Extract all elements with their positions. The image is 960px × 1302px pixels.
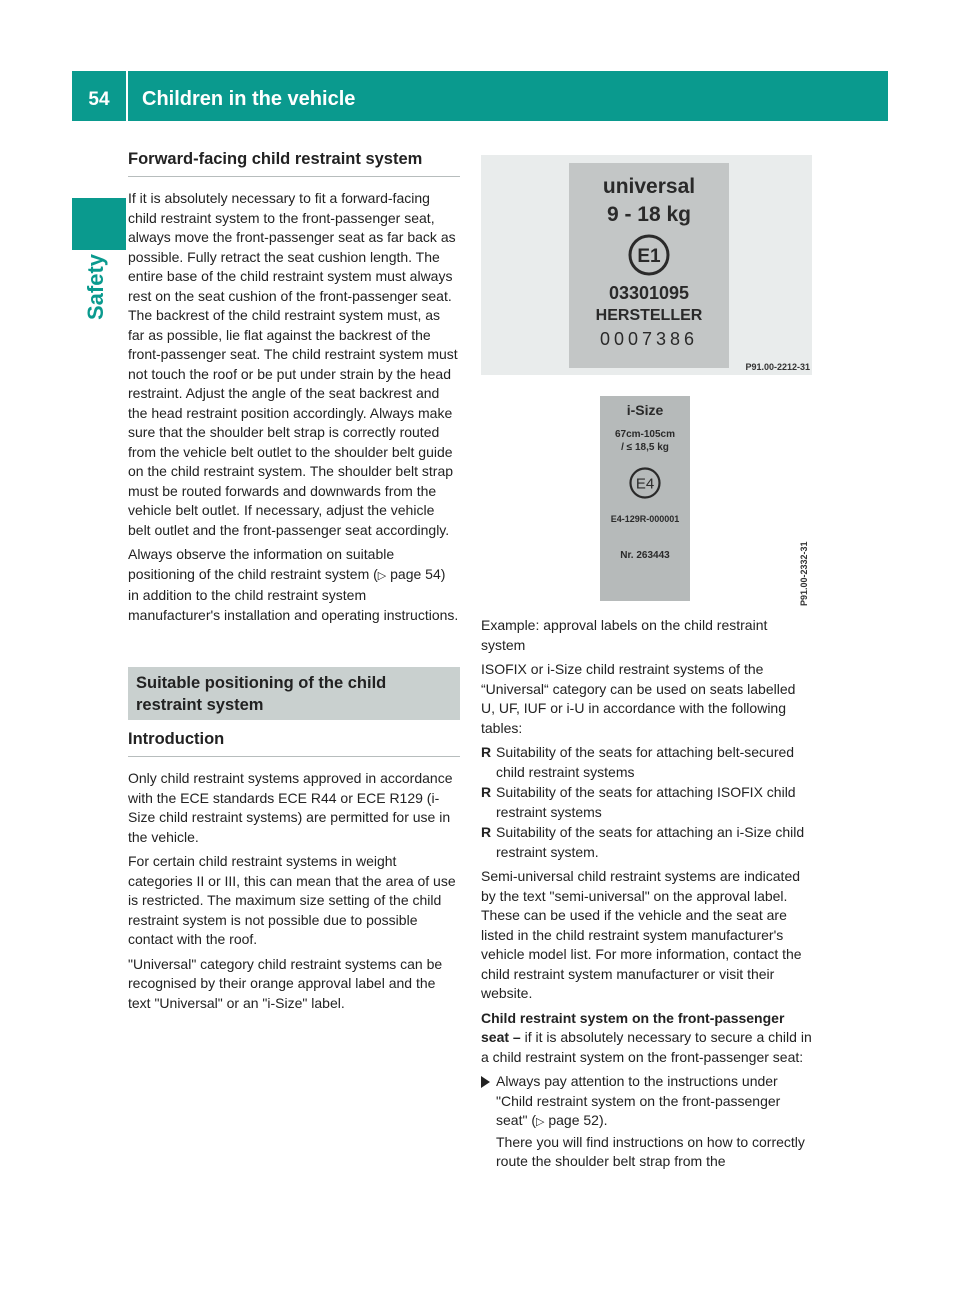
figure-code: P91.00-2212-31 xyxy=(745,362,810,372)
right-column xyxy=(481,616,812,1172)
e4-seal-text: E4 xyxy=(635,475,655,493)
side-tab-label: Safety xyxy=(83,253,108,320)
paragraph-observe xyxy=(128,545,460,625)
list-item: R Suitability of the seats for attaching ISOFIX child restraint systems xyxy=(481,784,796,820)
paragraph-semi-universal: Semi-universal child restraint systems are indicated by the text "semi-universal" on the approval label. These can be used if the vehicle and the seat are listed in the child restraint system manufacturer's vehicle model list. For more information, contact the child restraint system manufacturer or visit their website. xyxy=(481,868,802,1001)
heading-introduction: Introduction xyxy=(128,730,460,757)
page-number: 54 xyxy=(88,89,110,110)
page-header xyxy=(72,71,888,121)
label-weight: 9 - 18 kg xyxy=(606,203,692,226)
figure-code: P91.00-2332-31 xyxy=(799,541,809,606)
paragraph-intro-2: For certain child restraint systems in weight categories II or III, this can mean that the area of use is restricted. The maximum size setting of the child restraint system is not possible due to possible contact with the roof. xyxy=(128,853,456,947)
list-item: R Suitability of the seats for attaching belt-secured child restraint systems xyxy=(481,744,795,780)
front-passenger-rest: if it is absolutely necessary to secure a child in a child restraint system on the front-passenger seat: xyxy=(481,1029,812,1065)
side-tab-marker xyxy=(72,198,126,250)
e1-seal-icon xyxy=(627,233,671,277)
paragraph-isofix: ISOFIX or i-Size child restraint systems of the “Universal“ category can be used on seats labelled U, UF, IUF or i-U in accordance with the following tables: xyxy=(481,661,796,736)
isize-range xyxy=(600,428,690,454)
instruction-text: Always pay attention to the instructions under "Child restraint system on the front-passenger seat" (▷ page 52). xyxy=(496,1073,781,1128)
instruction-ref-text[interactable]: page 52). xyxy=(544,1112,608,1128)
front-passenger-bold: Child restraint system on the front-passenger seat – xyxy=(481,1009,785,1045)
e1-seal-text: E1 xyxy=(637,246,661,267)
page-ref-icon: ▷ xyxy=(535,1116,545,1128)
isize-range-line2: / ≤ 18,5 kg xyxy=(621,442,669,453)
universal-label-image xyxy=(481,155,812,375)
paragraph-intro-3: "Universal" category child restraint systems can be recognised by their orange approval label and the text "Universal" or an "i-Size" label. xyxy=(128,955,443,1011)
label-approval-number: 03301095 xyxy=(608,283,690,303)
section-title: Suitable positioning of the child restraint system xyxy=(128,667,460,720)
label-maker: HERSTELLER xyxy=(595,307,703,324)
e4-seal-icon xyxy=(628,466,662,500)
page-ref-icon: ▷ xyxy=(377,569,387,582)
isize-range-line1: 67cm-105cm xyxy=(614,429,676,440)
instruction-arrow-icon xyxy=(481,1076,490,1088)
image-caption: Example: approval labels on the child restraint system xyxy=(481,617,768,653)
isize-label-image xyxy=(481,384,812,610)
paragraph-forward-facing: If it is absolutely necessary to fit a forward-facing child restraint system to the front-passenger seat, always move the front-passenger seat as far back as possible. Fully retract the seat cushion length. The entire base of the child restraint system must always rest on the seat cushion of the front-passenger seat. The backrest of the child restraint system must, as far as possible, lie flat against the backrest of the front-passenger seat. The child restraint system must not touch the roof or be put under strain by the head restraint. Adjust the angle of the seat backrest and the head restraint position accordingly. Always make sure that the shoulder belt strap is correctly routed from the vehicle belt outlet to the shoulder belt guide on the child restraint system. The shoulder belt strap must be routed forwards and downwards from the vehicle belt outlet. If necessary, adjust the vehicle belt outlet and the front-passenger seat accordingly. xyxy=(128,190,458,538)
suitability-list xyxy=(481,743,812,862)
label-title: universal xyxy=(602,175,696,198)
list-item: R Suitability of the seats for attaching an i-Size child restraint system. xyxy=(481,824,805,860)
observe-text: Always observe the information on suitable positioning of the child restraint system ( xyxy=(128,546,395,582)
instruction-text-continued: There you will find instructions on how to correctly route the shoulder belt strap from the xyxy=(496,1133,805,1169)
chapter-title: Children in the vehicle xyxy=(142,88,356,110)
bullet-icon: R xyxy=(481,824,492,840)
paragraph-intro-1: Only child restraint systems approved in accordance with the ECE standards ECE R44 or ECE R129 (i-Size child restraint systems) are permitted for use in the vehicle. xyxy=(128,770,453,845)
left-column xyxy=(128,150,460,1018)
isize-nr: Nr. 263443 xyxy=(620,550,670,561)
universal-approval-label xyxy=(569,163,729,368)
label-serial: 0007386 xyxy=(599,329,699,349)
observe-ref-text[interactable]: page 54) in addition to the child restraint system manufacturer's installation and operating instructions. xyxy=(128,565,459,623)
paragraph-front-passenger xyxy=(481,1009,812,1068)
header-divider xyxy=(126,71,128,121)
isize-title: i-Size xyxy=(626,402,664,418)
bullet-icon: R xyxy=(481,784,492,800)
heading-forward-facing: Forward-facing child restraint system xyxy=(128,150,460,177)
isize-approval-label xyxy=(600,396,690,601)
isize-approval-code: E4-129R-000001 xyxy=(610,514,680,524)
instruction-step xyxy=(481,1072,812,1172)
bullet-icon: R xyxy=(481,744,492,760)
